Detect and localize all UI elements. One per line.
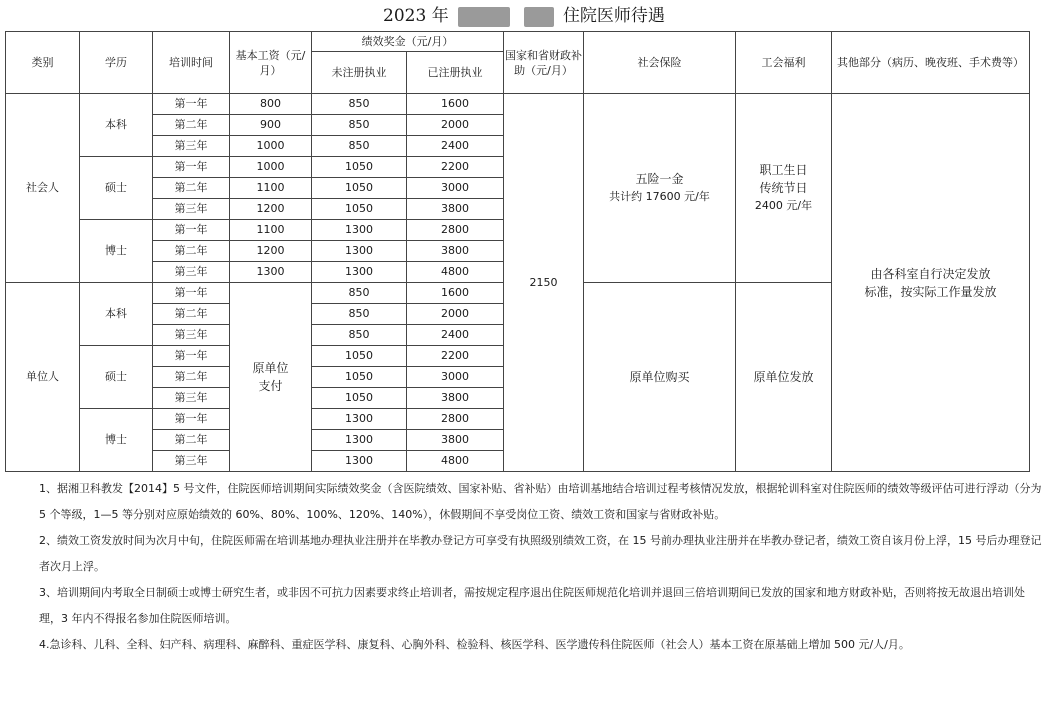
union-welfare-line: 职工生日 (759, 163, 808, 177)
reg-cell: 4800 (407, 451, 504, 472)
year-cell: 第三年 (153, 325, 230, 346)
reg-cell: 4800 (407, 262, 504, 283)
header-base-salary: 基本工资（元/月） (230, 32, 312, 94)
education-cell: 博士 (80, 220, 153, 283)
unreg-cell: 850 (312, 283, 407, 304)
social-insurance-line: 五险一金 (635, 172, 684, 186)
category-cell: 单位人 (6, 283, 80, 472)
reg-cell: 1600 (407, 94, 504, 115)
base-cell: 1000 (230, 136, 312, 157)
header-union-welfare: 工会福利 (736, 32, 832, 94)
reg-cell: 2800 (407, 409, 504, 430)
union-welfare-line: 传统节日 (759, 181, 808, 195)
education-cell: 硕士 (80, 346, 153, 409)
year-cell: 第一年 (153, 346, 230, 367)
category-cell: 社会人 (6, 94, 80, 283)
unreg-cell: 850 (312, 325, 407, 346)
note-paragraph: 1、据湘卫科教发【2014】5 号文件，住院医师培训期间实际绩效奖金（含医院绩效、国家补贴、省补贴）由培训基地结合培训过程考核情况发放，根据轮训科室对住院医师的绩效等级评估可进行浮动（分为 5 个等级，1—5 等分别对应原始绩效的 60%、80%、100%、120%、140%），休假期间不享受岗位工资、绩效工资和国家与省财政补贴。 (39, 482, 1042, 521)
base-cell: 1200 (230, 241, 312, 262)
salary-table (5, 31, 1030, 472)
social-insurance-cell (584, 94, 736, 283)
year-cell: 第一年 (153, 409, 230, 430)
reg-cell: 3000 (407, 367, 504, 388)
year-cell: 第一年 (153, 220, 230, 241)
unreg-cell: 850 (312, 115, 407, 136)
redaction-block (524, 7, 554, 27)
reg-cell: 2000 (407, 115, 504, 136)
title-suffix: 住院医师待遇 (562, 6, 665, 26)
year-cell: 第二年 (153, 178, 230, 199)
education-cell: 博士 (80, 409, 153, 472)
unreg-cell: 1300 (312, 409, 407, 430)
notes-section (5, 476, 1045, 658)
unreg-cell: 850 (312, 94, 407, 115)
base-cell: 1000 (230, 157, 312, 178)
unreg-cell: 1300 (312, 430, 407, 451)
reg-cell: 3800 (407, 430, 504, 451)
base-merged-cell (230, 283, 312, 472)
reg-cell: 2400 (407, 325, 504, 346)
subsidy-cell: 2150 (504, 94, 584, 472)
unreg-cell: 1050 (312, 346, 407, 367)
year-cell: 第三年 (153, 199, 230, 220)
year-cell: 第三年 (153, 451, 230, 472)
base-cell: 1200 (230, 199, 312, 220)
reg-cell: 2800 (407, 220, 504, 241)
header-bonus: 绩效奖金（元/月） (312, 32, 504, 52)
unreg-cell: 1300 (312, 262, 407, 283)
year-cell: 第一年 (153, 94, 230, 115)
reg-cell: 3800 (407, 388, 504, 409)
year-cell: 第三年 (153, 136, 230, 157)
education-cell: 本科 (80, 94, 153, 157)
title-prefix: 2023 年 (383, 6, 449, 26)
social-insurance-line: 原单位购买 (629, 370, 690, 384)
reg-cell: 1600 (407, 283, 504, 304)
base-merged-line: 支付 (258, 379, 283, 393)
unreg-cell: 1050 (312, 178, 407, 199)
note-paragraph: 4.急诊科、儿科、全科、妇产科、病理科、麻醉科、重症医学科、康复科、心胸外科、检验科、核医学科、医学遗传科住院医师（社会人）基本工资在原基础上增加 500 元/人/月。 (39, 638, 910, 651)
base-cell: 1100 (230, 220, 312, 241)
year-cell: 第一年 (153, 283, 230, 304)
base-merged-line: 原单位 (252, 361, 289, 375)
year-cell: 第二年 (153, 241, 230, 262)
redaction-block (458, 7, 510, 27)
unreg-cell: 850 (312, 136, 407, 157)
base-cell: 900 (230, 115, 312, 136)
reg-cell: 3000 (407, 178, 504, 199)
reg-cell: 2200 (407, 157, 504, 178)
header-category: 类别 (6, 32, 80, 94)
unreg-cell: 1300 (312, 220, 407, 241)
note-paragraph: 2、绩效工资发放时间为次月中旬，住院医师需在培训基地办理执业注册并在毕教办登记方可享受有执照级别绩效工资，在 15 号前办理执业注册并在毕教办登记者，绩效工资自该月份上浮，15 号后办理登记者次月上浮。 (39, 534, 1042, 573)
header-training-time: 培训时间 (153, 32, 230, 94)
other-cell (832, 94, 1030, 472)
union-welfare-line: 2400 元/年 (754, 199, 813, 212)
unreg-cell: 1050 (312, 388, 407, 409)
unreg-cell: 1300 (312, 451, 407, 472)
year-cell: 第二年 (153, 304, 230, 325)
union-welfare-line: 原单位发放 (753, 370, 814, 384)
reg-cell: 3800 (407, 241, 504, 262)
header-other: 其他部分（病历、晚夜班、手术费等） (832, 32, 1030, 94)
unreg-cell: 850 (312, 304, 407, 325)
union-welfare-cell (736, 94, 832, 283)
unreg-cell: 1050 (312, 157, 407, 178)
other-line: 由各科室自行决定发放 (870, 266, 991, 281)
header-subsidy: 国家和省财政补助（元/月） (504, 32, 584, 94)
unreg-cell: 1050 (312, 367, 407, 388)
header-bonus-registered: 已注册执业 (407, 52, 504, 94)
reg-cell: 2400 (407, 136, 504, 157)
note-paragraph: 3、培训期间内考取全日制硕士或博士研究生者，或非因不可抗力因素要求终止培训者，需按规定程序退出住院医师规范化培训并退回三倍培训期间已发放的国家和地方财政补贴，否则将按无故退出培训处理，3 年内不得报名参加住院医师培训。 (39, 586, 1025, 625)
header-social-insurance: 社会保险 (584, 32, 736, 94)
union-welfare-cell (736, 283, 832, 472)
year-cell: 第二年 (153, 115, 230, 136)
unreg-cell: 1300 (312, 241, 407, 262)
unreg-cell: 1050 (312, 199, 407, 220)
education-cell: 硕士 (80, 157, 153, 220)
header-bonus-unregistered: 未注册执业 (312, 52, 407, 94)
social-insurance-cell (584, 283, 736, 472)
social-insurance-line: 共计约 17600 元/年 (609, 190, 710, 203)
year-cell: 第二年 (153, 430, 230, 451)
base-cell: 1100 (230, 178, 312, 199)
other-line: 标准，按实际工作量发放 (864, 284, 997, 299)
reg-cell: 2000 (407, 304, 504, 325)
year-cell: 第二年 (153, 367, 230, 388)
reg-cell: 2200 (407, 346, 504, 367)
page-title (0, 4, 1048, 28)
education-cell: 本科 (80, 283, 153, 346)
base-cell: 800 (230, 94, 312, 115)
year-cell: 第三年 (153, 388, 230, 409)
base-cell: 1300 (230, 262, 312, 283)
header-education: 学历 (80, 32, 153, 94)
reg-cell: 3800 (407, 199, 504, 220)
year-cell: 第一年 (153, 157, 230, 178)
year-cell: 第三年 (153, 262, 230, 283)
